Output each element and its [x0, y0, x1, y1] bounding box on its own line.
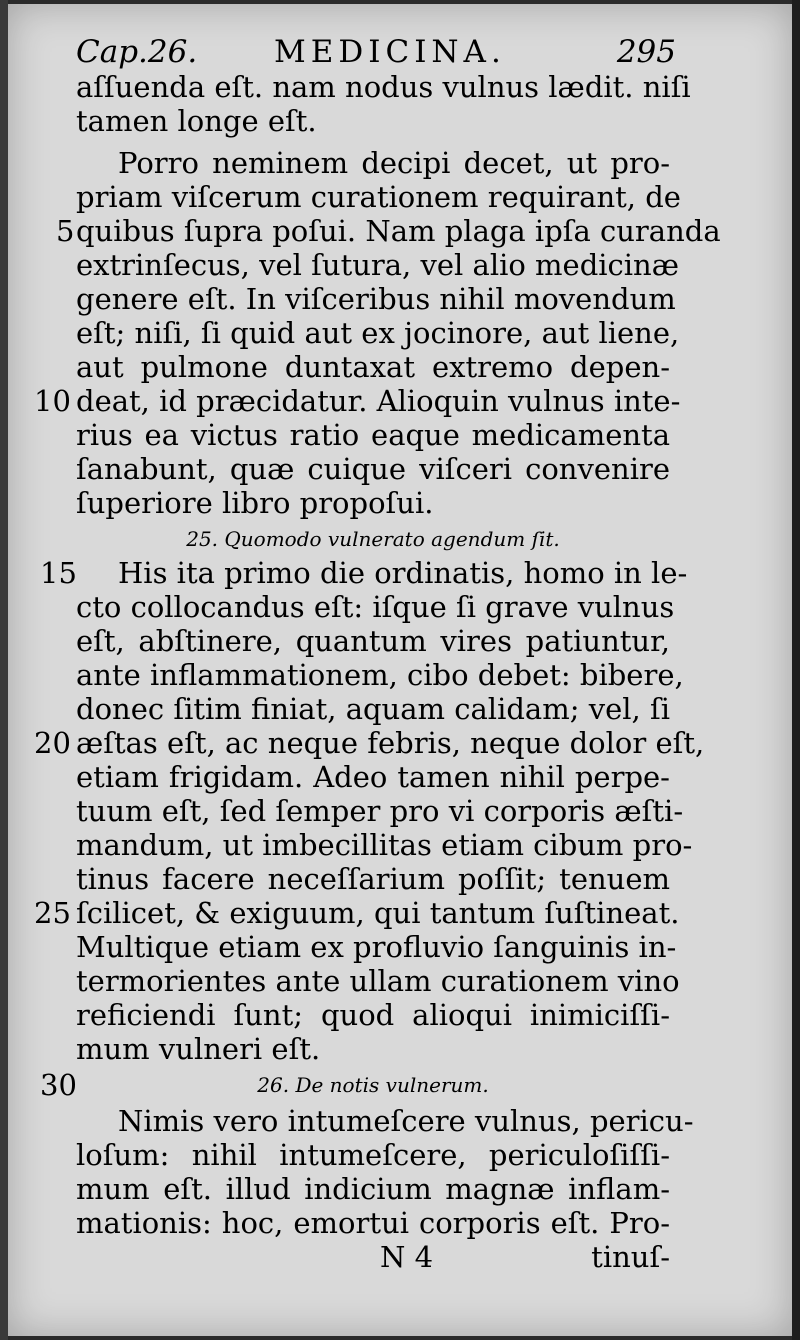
text-line: mum eſt. illud indicium magnæ inflam-: [76, 1172, 670, 1206]
text-line: etiam frigidam. Adeo tamen nihil perpe-: [76, 760, 670, 794]
text-line: quibus ſupra poſui. Nam plaga ipſa curanda: [76, 214, 721, 248]
text-line: donec ſitim finiat, aquam calidam; vel, ſi: [76, 692, 670, 726]
line-number: 20: [34, 726, 71, 760]
catchword: tinuſ-: [591, 1240, 670, 1274]
text-line: Nimis vero intumeſcere vulnus, pericu-: [118, 1104, 694, 1138]
text-line: termorientes ante ullam curationem vino: [76, 964, 680, 998]
section-heading: 26. De notis vulnerum.: [257, 1073, 489, 1097]
text-line: eſt; niſi, ſi quid aut ex jocinore, aut liene,: [76, 316, 680, 350]
line-number: 25: [34, 896, 71, 930]
line-number: 30: [40, 1068, 77, 1102]
text-line: priam viſcerum curationem requirant, de: [76, 180, 681, 214]
line-number: 5: [56, 214, 75, 248]
page-footer: [76, 1240, 670, 1280]
section-heading: 25. Quomodo vulnerato agendum ſit.: [186, 527, 560, 551]
text-line: genere eſt. In viſceribus nihil movendum: [76, 282, 676, 316]
text-line: ante inflammationem, cibo debet: bibere,: [76, 658, 684, 692]
text-line: cto collocandus eſt: iſque ſi grave vulnus: [76, 590, 675, 624]
book-title: MEDICINA.: [274, 34, 506, 70]
text-line: Multique etiam ex profluvio ſanguinis in-: [76, 930, 677, 964]
line-number: 15: [40, 556, 77, 590]
page-edge-right: [792, 0, 800, 1340]
text-line: ſcilicet, & exiguum, qui tantum ſuſtineat.: [76, 896, 680, 930]
line-number: 10: [34, 384, 71, 418]
text-line: tamen longe eſt.: [76, 104, 317, 138]
text-line: mum vulneri eſt.: [76, 1032, 321, 1066]
text-line: Porro neminem decipi decet, ut pro-: [118, 146, 670, 180]
text-line: mandum, ut imbecillitas etiam cibum pro-: [76, 828, 693, 862]
text-line: reficiendi ſunt; quod alioqui inimiciſſi-: [76, 998, 670, 1032]
signature-mark: N 4: [380, 1240, 434, 1274]
text-line: aut pulmone duntaxat extremo depen-: [76, 350, 670, 384]
text-line: ſanabunt, quæ cuique viſceri convenire: [76, 452, 670, 486]
text-line: ſuperiore libro propoſui.: [76, 486, 434, 520]
text-line: His ita primo die ordinatis, homo in le-: [118, 556, 688, 590]
text-line: tuum eſt, ſed ſemper pro vi corporis æſti-: [76, 794, 684, 828]
text-line: loſum: nihil intumeſcere, periculoſiſſi-: [76, 1138, 670, 1172]
text-line: rius ea victus ratio eaque medicamenta: [76, 418, 670, 452]
text-line: eſt, abſtinere, quantum vires patiuntur,: [76, 624, 670, 658]
text-line: extrinſecus, vel ſutura, vel alio medicinæ: [76, 248, 679, 282]
page-edge-left: [0, 0, 8, 1340]
page-number: 295: [616, 34, 676, 70]
text-line: æſtas eſt, ac neque febris, neque dolor eſt,: [76, 726, 705, 760]
chapter-label: Cap.26.: [76, 34, 198, 70]
text-line: tinus facere neceſſarium poſſit; tenuem: [76, 862, 670, 896]
text-line: deat, id præcidatur. Alioquin vulnus inte-: [76, 384, 681, 418]
text-line: aſſuenda eſt. nam nodus vulnus lædit. niſi: [76, 70, 691, 104]
text-line: mationis: hoc, emortui corporis eſt. Pro-: [76, 1206, 670, 1240]
